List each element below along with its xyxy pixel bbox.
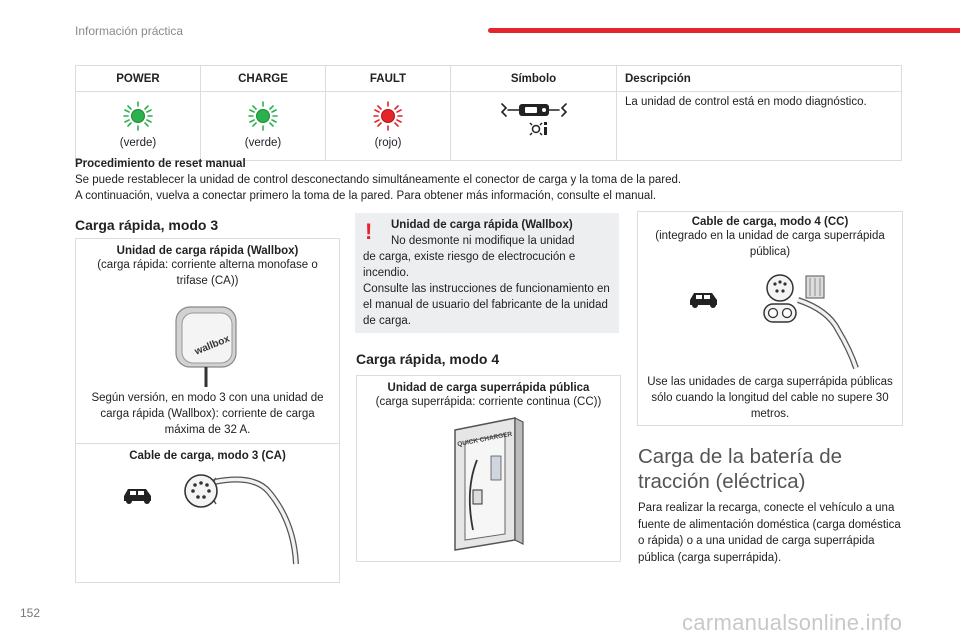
col-power: POWER <box>76 66 201 92</box>
reset-procedure <box>75 156 905 204</box>
wallbox-box <box>75 238 340 445</box>
diagnostic-symbol-icon <box>499 98 569 138</box>
power-led-caption: (verde) <box>119 137 157 149</box>
green-led-icon <box>121 101 155 131</box>
mode4-cable-subtitle: (integrado en la unidad de carga superrápida pública) <box>655 230 885 258</box>
red-led-icon <box>371 101 405 131</box>
mode4-heading: Carga rápida, modo 4 <box>356 351 500 367</box>
section-header: Información práctica <box>75 24 184 38</box>
col-fault: FAULT <box>326 66 451 92</box>
mode3-cable-box <box>75 443 340 583</box>
reset-line-1: Se puede restablecer la unidad de control desconectando simultáneamente el conector de carga y la toma de la pared. <box>75 174 682 186</box>
warning-line-1: No desmonte ni modifique la unidad <box>391 235 575 247</box>
cell-power <box>76 92 201 161</box>
battery-text: Para realizar la recarga, conecte el vehículo a una fuente de alimentación doméstica (carga doméstica o rápida) o a una unidad de carga superrápida pública (carga superrápida). <box>638 502 901 564</box>
battery-title: Carga de la batería de tracción (eléctrica) <box>638 445 842 493</box>
ccs-plug-icon <box>758 270 868 370</box>
wallbox-caption: Según versión, en modo 3 con una unidad de carga rápida (Wallbox): corriente de carga máxima de 32 A. <box>91 392 324 436</box>
supercharger-title: Unidad de carga superrápida pública <box>387 382 590 394</box>
reset-line-2: A continuación, vuelva a conectar primero la toma de la pared. Para obtener más información, consulte el manual. <box>75 190 657 202</box>
cell-description: La unidad de control está en modo diagnóstico. <box>617 92 902 161</box>
col-symbol: Símbolo <box>451 66 617 92</box>
header-accent-bar <box>488 28 960 33</box>
col-description: Descripción <box>617 66 902 92</box>
wallbox-logo: wallbox <box>193 333 232 358</box>
page-number: 152 <box>20 606 41 620</box>
mode4-cable-title: Cable de carga, modo 4 (CC) <box>691 216 849 228</box>
mode4-cable-box <box>637 211 903 426</box>
cell-symbol <box>451 92 617 161</box>
warning-text <box>363 217 613 329</box>
control-unit-table <box>75 65 902 161</box>
cell-charge <box>201 92 326 161</box>
quick-charger-sign: QUICK CHARGER <box>456 430 513 449</box>
table-header-row <box>76 66 902 92</box>
car-icon <box>120 484 156 504</box>
warning-rest: de carga, existe riesgo de electrocución e incendio. <box>363 251 576 279</box>
table-row <box>76 92 902 161</box>
car-icon <box>686 288 722 308</box>
mode3-cable-title: Cable de carga, modo 3 (CA) <box>129 450 286 462</box>
warning-box <box>355 213 619 333</box>
col-charge: CHARGE <box>201 66 326 92</box>
green-led-icon <box>246 101 280 131</box>
warning-line-2: Consulte las instrucciones de funcionamiento en el manual de usuario del fabricante de la unidad de carga. <box>363 283 610 327</box>
fault-led-caption: (rojo) <box>374 137 402 149</box>
wallbox-subtitle: (carga rápida: corriente alterna monofase o trifase (CA)) <box>97 259 318 287</box>
warning-title: Unidad de carga rápida (Wallbox) <box>391 219 573 231</box>
warning-icon: ! <box>365 219 373 244</box>
supercharger-box <box>356 375 621 562</box>
cell-fault <box>326 92 451 161</box>
reset-title: Procedimiento de reset manual <box>75 158 246 170</box>
charge-led-caption: (verde) <box>244 137 282 149</box>
watermark: carmanualsonline.info <box>682 610 903 635</box>
mode4-cable-caption: Use las unidades de carga superrápida públicas sólo cuando la longitud del cable no supere 30 metros. <box>647 376 893 420</box>
type2-plug-icon <box>176 472 301 567</box>
supercharger-subtitle: (carga superrápida: corriente continua (CC)) <box>375 396 602 408</box>
wallbox-title: Unidad de carga rápida (Wallbox) <box>116 245 299 257</box>
mode3-heading: Carga rápida, modo 3 <box>75 217 219 233</box>
